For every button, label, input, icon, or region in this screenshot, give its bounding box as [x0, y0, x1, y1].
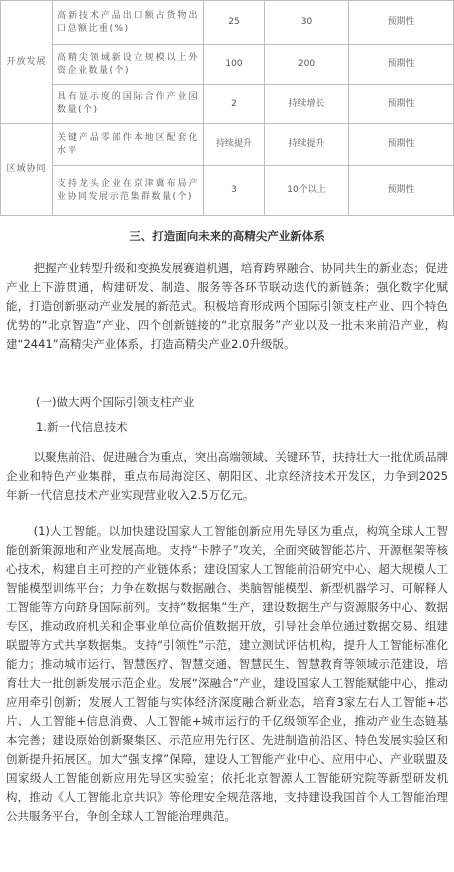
value-2022-cell: 3	[204, 166, 265, 216]
it-paragraph: 以聚焦前沿、促进融合为重点，突出高端领域、关键环节，扶持壮大一批优质品牌企业和特色产业集群，重点布局海淀区、朝阳区、北京经济技术开发区，力争到2025年新一代信息技术产业实现营业收入2.5万亿元。	[6, 450, 448, 502]
value-2022-cell: 25	[204, 1, 265, 45]
value-2025-cell: 持续增长	[265, 85, 349, 124]
category-cell: 开放发展	[1, 1, 53, 124]
indicator-cell: 高新技术产品出口额占货物出口总额比重(%)	[53, 1, 204, 45]
subheading-it: 1.新一代信息技术	[36, 420, 128, 434]
indicator-cell: 高精尖领域新设立规模以上外资企业数量(个)	[53, 45, 204, 85]
indicator-cell: 具有显示度的国际合作产业园数量(个)	[53, 85, 204, 124]
intro-paragraph: 把握产业转型升级和变换发展赛道机遇，培育跨界融合、协同共生的新业态；促进产业上下游贯通，构建研发、制造、服务等各环节联动迭代的新链条；强化数字化赋能，打造创新驱动产业发展的新范式。积极培育形成两个国际引领支柱产业、四个特色优势的“北京智造”产业、四个创新链接的“北京服务”产业以及一批未来前沿产业，构建“2441”高精尖产业体系，打造高精尖产业2.0升级版。	[6, 261, 448, 351]
attribute-cell: 预期性	[349, 85, 454, 124]
table-row	[1, 85, 454, 124]
value-2022-cell: 持续提升	[204, 124, 265, 166]
attribute-cell: 预期性	[349, 1, 454, 45]
ai-paragraph: (1)人工智能。以加快建设国家人工智能创新应用先导区为重点，构筑全球人工智能创新策源地和产业发展高地。支持“卡脖子”攻关，全面突破智能芯片、开源框架等核心技术，构建自主可控的产业链体系；建设国家人工智能前沿研究中心、超大规模人工智能模型训练平台；力争在数据与数据融合、类脑智能模型、新型机器学习、可解释人工智能等方向跻身国际前列。支持“数据集”生产，建设数据生产与资源服务中心、数据专区，推动政府机关和企事业单位高价值数据开放，引导社会单位通过数据交易、组建联盟等方式共享数据集。支持“引领性”示范，建立测试评估机构，提升人工智能标准化能力；推动城市运行、智慧医疗、智慧交通、智慧民生、智慧教育等领域示范建设，培育壮大一批创新发展示范企业。发展“深融合”产业，建设国家人工智能赋能中心，推动应用牵引创新；发展人工智能与实体经济深度融合新业态，培育3家左右人工智能+芯片、人工智能+信息消费、人工智能+城市运行的千亿级领军企业，推动产业生态链基本完善；建设原始创新聚集区、示范应用先行区、先进制造前沿区、特色发展实验区和创新提升拓展区。加大“强支撑”保障，建设人工智能产业中心、应用中心、产业联盟及国家级人工智能创新应用先导区实验室；依托北京智源人工智能研究院等新型研发机构，推动《人工智能北京共识》等伦理安全规范落地，支持建设我国首个人工智能治理公共服务平台，争创全球人工智能治理典范。	[6, 524, 448, 823]
value-2025-cell: 持续提升	[265, 124, 349, 166]
attribute-cell: 预期性	[349, 124, 454, 166]
table-row	[1, 166, 454, 216]
indicator-table	[0, 0, 454, 216]
indicator-cell: 关键产品零部件本地区配套化水平	[53, 124, 204, 166]
value-2025-cell: 200	[265, 45, 349, 85]
value-2022-cell: 100	[204, 45, 265, 85]
attribute-cell: 预期性	[349, 45, 454, 85]
section-heading: 三、打造面向未来的高精尖产业新体系	[129, 229, 325, 243]
value-2025-cell: 10个以上	[265, 166, 349, 216]
table-row	[1, 45, 454, 85]
subheading-pillar-industries: (一)做大两个国际引领支柱产业	[36, 395, 195, 409]
attribute-cell: 预期性	[349, 166, 454, 216]
table-row	[1, 1, 454, 45]
table-row	[1, 124, 454, 166]
value-2025-cell: 30	[265, 1, 349, 45]
value-2022-cell: 2	[204, 85, 265, 124]
category-cell: 区域协同	[1, 124, 53, 216]
indicator-cell: 支持龙头企业在京津冀布局产业协同发展示范集群数量(个)	[53, 166, 204, 216]
